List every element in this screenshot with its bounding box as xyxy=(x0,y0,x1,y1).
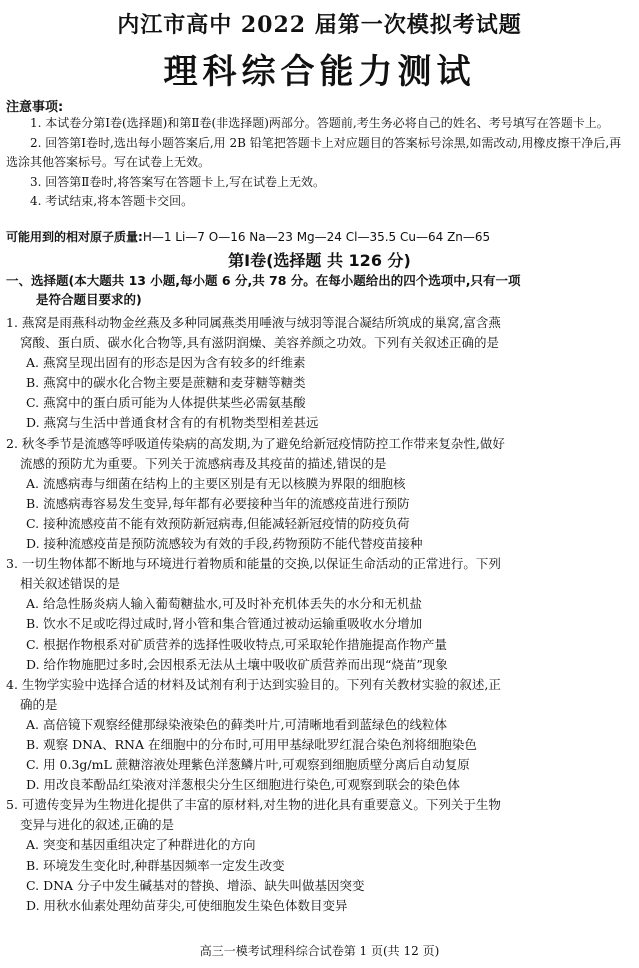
option-a: A. 高倍镜下观察经健那绿染液染色的藓类叶片,可清晰地看到蓝绿色的线粒体 xyxy=(26,716,447,732)
option-d: D. 用改良苯酚品红染液对洋葱根尖分生区细胞进行染色,可观察到联会的染色体 xyxy=(26,777,460,793)
question-stem: 变异与进化的叙述,正确的是 xyxy=(20,817,174,833)
option-a: A. 燕窝呈现出固有的形态是因为含有较多的纤维素 xyxy=(26,355,306,371)
option-c: C. 接种流感疫苗不能有效预防新冠病毒,但能减轻新冠疫情的防疫负荷 xyxy=(26,515,410,531)
exam-subtitle: 理科综合能力测试 xyxy=(163,52,476,92)
page-footer: 高三一模考试理科综合试卷第 1 页(共 12 页) xyxy=(199,944,440,958)
option-d: D. 给作物施肥过多时,会因根系无法从土壤中吸收矿质营养而出现“烧苗”现象 xyxy=(26,656,448,672)
option-d: D. 接种流感疫苗是预防流感较为有效的手段,药物预防不能代替疫苗接种 xyxy=(26,536,423,552)
question-stem: 5. 可遗传变异为生物进化提供了丰富的原材料,对生物的进化具有重要意义。下列关于生物 xyxy=(6,797,501,813)
option-d: D. 燕窝与生活中普通食材含有的有机物类型相差甚远 xyxy=(26,415,319,431)
option-b: B. 流感病毒容易发生变异,每年都有必要接种当年的流感疫苗进行预防 xyxy=(26,495,410,511)
part1-title: 第Ⅰ卷(选择题 共 126 分) xyxy=(228,251,411,270)
question-stem: 4. 生物学实验中选择合适的材料及试剂有利于达到实验目的。下列有关教材实验的叙述,正 xyxy=(6,676,501,692)
question-1 xyxy=(6,313,634,434)
notes-heading: 注意事项: xyxy=(6,100,64,115)
note-item: 2. 回答第Ⅰ卷时,选出每小题答案后,用 2B 铅笔把答题卡上对应题目的答案标号涂黑,如需改动,用橡皮擦干净后,再选涂其他答案标号。写在试卷上无效。 xyxy=(6,135,622,170)
note-item: 4. 考试结束,将本答题卡交回。 xyxy=(30,194,194,209)
question-stem: 1. 燕窝是雨燕科动物金丝燕及多种同属燕类用唾液与绒羽等混合凝结所筑成的巢窝,富含燕 xyxy=(6,315,501,330)
question-stem: 相关叙述错误的是 xyxy=(20,576,121,592)
option-a: A. 突变和基因重组决定了种群进化的方向 xyxy=(26,837,256,853)
section-heading-line: 是符合题目要求的) xyxy=(36,292,142,307)
option-c: C. DNA 分子中发生碱基对的替换、增添、缺失叫做基因突变 xyxy=(26,877,365,893)
section-heading-line: 一、选择题(本大题共 13 小题,每小题 6 分,共 78 分。在每小题给出的四个选项中,只有一项 xyxy=(6,273,521,288)
option-a: A. 流感病毒与细菌在结构上的主要区别是有无以核膜为界限的细胞核 xyxy=(26,475,406,491)
question-stem: 3. 一切生物体都不断地与环境进行着物质和能量的交换,以保证生命活动的正常进行。下列 xyxy=(6,556,501,572)
atomic-masses-label: 可能用到的相对原子质量: xyxy=(6,230,143,244)
atomic-masses-values: H—1 Li—7 O—16 Na—23 Mg—24 Cl—35.5 Cu—64 Zn—65 xyxy=(142,230,491,244)
exam-title: 内江市高中 2022 届第一次模拟考试题 xyxy=(117,12,522,38)
question-5 xyxy=(6,795,634,916)
notes-list xyxy=(6,114,632,212)
option-b: B. 环境发生变化时,种群基因频率一定发生改变 xyxy=(26,857,285,873)
note-item: 3. 回答第Ⅱ卷时,将答案写在答题卡上,写在试卷上无效。 xyxy=(30,174,326,189)
note-item: 1. 本试卷分第Ⅰ卷(选择题)和第Ⅱ卷(非选择题)两部分。答题前,考生务必将自己的姓名、考号填写在答题卡上。 xyxy=(30,116,609,130)
option-c: C. 根据作物根系对矿质营养的选择性吸收特点,可采取轮作措施提高作物产量 xyxy=(26,636,448,652)
option-b: B. 观察 DNA、RNA 在细胞中的分布时,可用甲基绿吡罗红混合染色剂将细胞染色 xyxy=(26,736,477,752)
question-4 xyxy=(6,675,634,796)
question-list xyxy=(6,313,634,916)
question-3 xyxy=(6,554,634,675)
option-c: C. 燕窝中的蛋白质可能为人体提供某些必需氨基酸 xyxy=(26,395,306,411)
option-a: A. 给急性肠炎病人输入葡萄糖盐水,可及时补充机体丢失的水分和无机盐 xyxy=(26,596,422,612)
section-heading xyxy=(6,271,634,309)
question-stem: 确的是 xyxy=(20,696,58,712)
question-stem: 2. 秋冬季节是流感等呼吸道传染病的高发期,为了避免给新冠疫情防控工作带来复杂性,做好 xyxy=(6,435,505,451)
option-c: C. 用 0.3g/mL 蔗糖溶液处理紫色洋葱鳞片叶,可观察到细胞质壁分离后自动复原 xyxy=(26,757,470,773)
question-stem: 流感的预防尤为重要。下列关于流感病毒及其疫苗的描述,错误的是 xyxy=(20,455,387,471)
option-b: B. 饮水不足或吃得过咸时,肾小管和集合管通过被动运输重吸收水分增加 xyxy=(26,616,423,632)
atomic-masses xyxy=(6,228,634,245)
option-d: D. 用秋水仙素处理幼苗芽尖,可使细胞发生染色体数目变异 xyxy=(26,897,348,913)
question-stem: 窝酸、蛋白质、碳水化合物等,具有滋阴润燥、美容养颜之功效。下列有关叙述正确的是 xyxy=(20,335,499,351)
question-2 xyxy=(6,434,634,555)
option-b: B. 燕窝中的碳水化合物主要是蔗糖和麦芽糖等糖类 xyxy=(26,375,306,391)
